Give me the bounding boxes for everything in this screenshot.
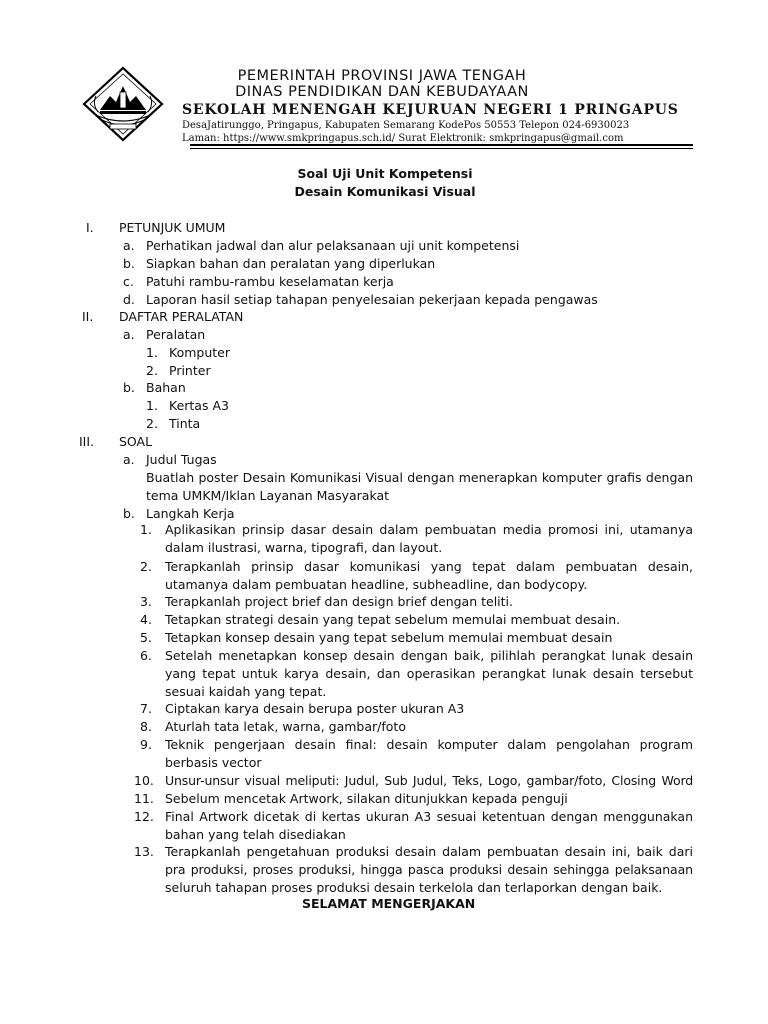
step-number: 11. [134, 791, 154, 806]
list-item: Patuhi rambu-rambu keselamatan kerja [146, 274, 394, 289]
agency-name: DINAS PENDIDIKAN DAN KEBUDAYAAN [235, 84, 529, 100]
step-text: utamanya dalam pembuatan headline, subheadline, dan bodycopy. [165, 577, 588, 592]
header-divider-thick [190, 144, 693, 146]
list-item: Kertas A3 [169, 398, 229, 413]
list-item: Bahan [146, 380, 186, 395]
step-text: Terapkanlah project brief dan design brief dengan teliti. [165, 594, 513, 609]
step-number: 8. [140, 719, 152, 734]
letterhead [182, 68, 679, 145]
step-text: Terapkanlah prinsip dasar komunikasi yang tepat dalam pembuatan desain, [165, 559, 693, 574]
section-number: II. [82, 309, 94, 324]
section-number: III. [79, 434, 95, 449]
list-item: Printer [169, 363, 211, 378]
step-number: 12. [134, 809, 154, 824]
step-text: Aturlah tata letak, warna, gambar/foto [165, 719, 406, 734]
list-item: Judul Tugas [146, 452, 217, 467]
list-marker: b. [123, 256, 135, 271]
step-text: Aplikasikan prinsip dasar desain dalam pembuatan media promosi ini, utamanya [165, 522, 693, 537]
step-text: berbasis vector [165, 755, 262, 770]
list-item: Komputer [169, 345, 230, 360]
list-marker: b. [123, 506, 135, 521]
document-title: Soal Uji Unit Kompetensi [297, 166, 473, 181]
step-text: Tetapkan konsep desain yang tepat sebelum memulai membuat desain [165, 630, 613, 645]
closing-text: SELAMAT MENGERJAKAN [302, 896, 476, 911]
step-number: 5. [140, 630, 152, 645]
step-text: Final Artwork dicetak di kertas ukuran A3 sesuai ketentuan dengan menggunakan [165, 809, 693, 824]
task-description: Buatlah poster Desain Komunikasi Visual dengan menerapkan komputer grafis dengan [146, 470, 693, 485]
list-marker: 2. [146, 363, 158, 378]
step-text: Sebelum mencetak Artwork, silakan ditunjukkan kepada penguji [165, 791, 568, 806]
step-number: 9. [140, 737, 152, 752]
province-emblem-logo [76, 66, 170, 142]
step-text: bahan yang telah disediakan [165, 827, 346, 842]
step-number: 7. [140, 701, 152, 716]
list-item: Tinta [169, 416, 201, 431]
section-title: PETUNJUK UMUM [119, 220, 226, 235]
step-text: Unsur-unsur visual meliputi: Judul, Sub Judul, Teks, Logo, gambar/foto, Closing Word [165, 773, 693, 788]
step-number: 3. [140, 594, 152, 609]
section-title: DAFTAR PERALATAN [119, 309, 244, 324]
school-address: DesaJatirunggo, Pringapus, Kabupaten Semarang KodePos 50553 Telepon 024-6930023 [182, 120, 630, 131]
list-marker: 1. [146, 398, 158, 413]
step-text: dalam ilustrasi, warna, tipografi, dan layout. [165, 540, 443, 555]
step-text: Ciptakan karya desain berupa poster ukuran A3 [165, 701, 465, 716]
step-number: 1. [140, 522, 152, 537]
document-subtitle: Desain Komunikasi Visual [294, 184, 476, 199]
step-text: Setelah menetapkan konsep desain dengan baik, pilihlah perangkat lunak desain [165, 648, 693, 663]
step-text: Tetapkan strategi desain yang tepat sebelum memulai membuat desain. [165, 612, 621, 627]
list-marker: d. [123, 292, 135, 307]
step-number: 6. [140, 648, 152, 663]
list-marker: c. [123, 274, 134, 289]
step-text: Teknik pengerjaan desain final: desain komputer dalam pengolahan program [165, 737, 693, 752]
step-text: yang tepat untuk karya desain, dan operasikan perangkat lunak desain tersebut [165, 666, 693, 681]
section-number: I. [86, 220, 94, 235]
header-divider-thin [190, 148, 693, 149]
step-text: seluruh tahapan proses produksi desain terkelola dan terlaporkan dengan baik. [165, 880, 663, 895]
list-item: Peralatan [146, 327, 206, 342]
list-marker: a. [123, 327, 135, 342]
list-item: Perhatikan jadwal dan alur pelaksanaan uji unit kompetensi [146, 238, 520, 253]
list-item: Langkah Kerja [146, 506, 235, 521]
step-text: pra produksi, proses produksi, hingga pasca produksi desain sehingga pelaksanaan [165, 862, 693, 877]
section-title: SOAL [119, 434, 153, 449]
step-text: Terapkanlah pengetahuan produksi desain dalam pembuatan desain ini, baik dari [165, 844, 693, 859]
step-number: 13. [134, 844, 154, 859]
list-marker: 1. [146, 345, 158, 360]
list-marker: a. [123, 238, 135, 253]
step-number: 4. [140, 612, 152, 627]
step-number: 10. [134, 773, 154, 788]
list-marker: a. [123, 452, 135, 467]
list-marker: 2. [146, 416, 158, 431]
step-text: sesuai kaidah yang tepat. [165, 684, 327, 699]
list-item: Siapkan bahan dan peralatan yang diperlukan [146, 256, 436, 271]
step-number: 2. [140, 559, 152, 574]
school-contact: Laman: https://www.smkpringapus.sch.id/ Surat Elektronik: smkpringapus@gmail.com [182, 133, 624, 144]
government-name: PEMERINTAH PROVINSI JAWA TENGAH [237, 68, 527, 84]
list-marker: b. [123, 380, 135, 395]
task-description: tema UMKM/Iklan Layanan Masyarakat [146, 488, 390, 503]
school-name: SEKOLAH MENENGAH KEJURUAN NEGERI 1 PRINGAPUS [182, 102, 679, 118]
list-item: Laporan hasil setiap tahapan penyelesaian pekerjaan kepada pengawas [146, 292, 598, 307]
